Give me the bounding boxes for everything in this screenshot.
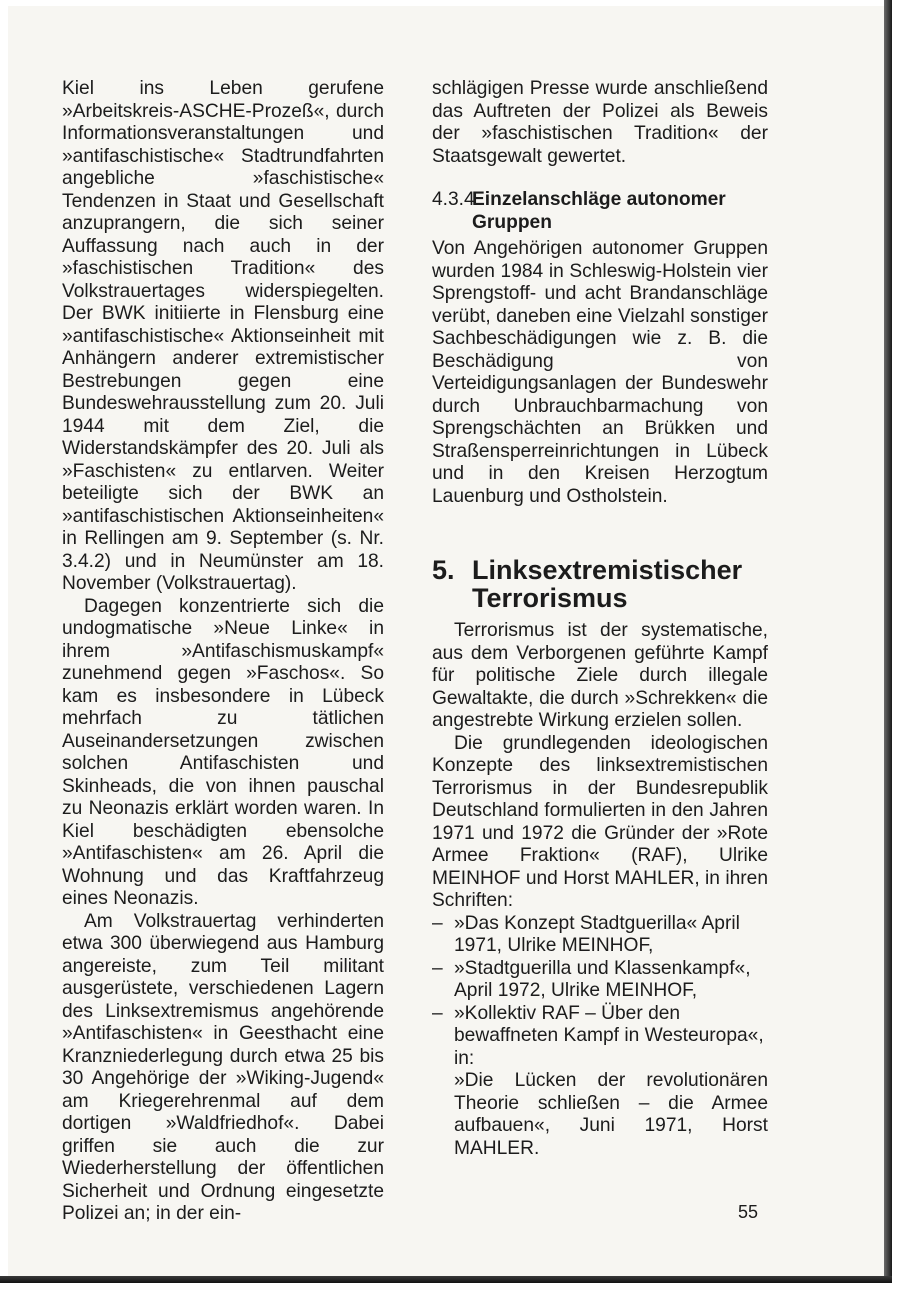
left-paragraph-1: Kiel ins Leben gerufene »Arbeitskreis-ASCHE-Prozeß«, durch Informationsveranstaltungen und »antifaschistische« Stadtrundfahrten angebliche »faschistische« Tendenzen in Staat und Gesellschaft anzuprangern, die sich seiner Auffassung nach auch in der »faschistischen Tradition« des Volkstrauertages widerspiegelten. Der BWK initiierte in Flensburg eine »antifaschistische« Aktionseinheit mit Anhängern anderer extremistischer Bestrebungen gegen eine Bundeswehrausstellung zum 20. Juli 1944 mit dem Ziel, die Widerstandskämpfer des 20. Juli als »Faschisten« zu entlarven. Weiter beteiligte sich der BWK an »antifaschistischen Aktionseinheiten« in Rellingen am 9. September (s. Nr. 3.4.2) und in Neumünster am 18. November (Volkstrauertag).: [62, 78, 384, 594]
list-dash: –: [432, 912, 443, 934]
left-column: [62, 78, 384, 1226]
quote-text: »Die Lücken der revolutionären Theorie schließen – die Armee aufbauen«, Juni 1971, Horst MAHLER.: [454, 1070, 768, 1159]
left-paragraph-2: Dagegen konzentrierte sich die undogmatische »Neue Linke« in ihrem »Antifaschismuskampf« zunehmend gegen »Faschos«. So kam es insbesondere in Lübeck mehrfach zu tätlichen Auseinandersetzungen zwischen solchen Antifaschisten und Skinheads, die von ihnen pauschal zu Neonazis erklärt worden waren. In Kiel beschädigten ebensolche »Antifaschisten« am 26. April die Wohnung und das Kraftfahrzeug eines Neonazis.: [62, 595, 384, 909]
section-title: Einzelanschläge autonomer Gruppen: [472, 189, 726, 233]
section-heading: [432, 189, 768, 234]
page-edge-right: [884, 0, 892, 1280]
chapter-paragraph-1: Terrorismus ist der systematische, aus dem Verborgenen geführte Kampf für politische Ziele durch illegale Gewaltakte, die durch »Schrekken« die angestrebte Wirkung erzielen sollen.: [432, 620, 768, 731]
list-item: [432, 913, 768, 958]
publication-list: [432, 913, 768, 1071]
chapter-heading: [432, 556, 768, 612]
section-paragraph: Von Angehörigen autonomer Gruppen wurden 1984 in Schleswig-Holstein vier Sprengstoff- und acht Brandanschläge verübt, daneben eine Vielzahl sonstiger Sachbeschädigungen wie z. B. die Beschädigung von Verteidigungsanlagen der Bundeswehr durch Unbrauchbarmachung von Sprengschächten an Brükken und Straßensperreinrichtungen in Lübeck und in den Kreisen Herzogtum Lauenburg und Ostholstein.: [432, 238, 768, 507]
list-item: [432, 1003, 768, 1071]
chapter-title: Linksextremistischer Terrorismus: [472, 555, 743, 613]
list-item-text: »Das Konzept Stadtguerilla« April 1971, Ulrike MEINHOF,: [454, 912, 740, 956]
chapter-paragraph-2: Die grundlegenden ideologischen Konzepte des linksextremistischen Terrorismus in der Bundesrepublik Deutschland formulierten in den Jahren 1971 und 1972 die Gründer der »Rote Armee Fraktion« (RAF), Ulrike MEINHOF und Horst MAHLER, in ihren Schriften:: [432, 732, 768, 911]
page-number: 55: [738, 1202, 759, 1222]
right-paragraph-1: schlägigen Presse wurde anschließend das Auftreten der Polizei als Beweis der »faschistischen Tradition« der Staatsgewalt gewertet.: [432, 78, 768, 167]
list-dash: –: [432, 1002, 443, 1024]
right-column: [432, 78, 768, 1160]
list-item: [432, 958, 768, 1003]
page-edge-bottom: [0, 1276, 892, 1283]
section-number: 4.3.4: [432, 189, 475, 210]
list-item-text: »Kollektiv RAF – Über den bewaffneten Kampf in Westeuropa«, in:: [454, 1002, 764, 1069]
chapter-number: 5.: [432, 555, 455, 585]
list-item-text: »Stadtguerilla und Klassenkampf«, April 1972, Ulrike MEINHOF,: [454, 957, 751, 1001]
list-dash: –: [432, 957, 443, 979]
left-paragraph-3: Am Volkstrauertag verhinderten etwa 300 überwiegend aus Hamburg angereiste, zum Teil militant ausgerüstete, verschiedenen Lagern des Linksextremismus angehörende »Antifaschisten« in Geesthacht eine Kranzniederlegung durch etwa 25 bis 30 Angehörige der »Wiking-Jugend« am Kriegerehrenmal auf dem dortigen »Waldfriedhof«. Dabei griffen sie auch die zur Wiederherstellung der öffentlichen Sicherheit und Ordnung eingesetzte Polizei an; in der ein-: [62, 910, 384, 1224]
